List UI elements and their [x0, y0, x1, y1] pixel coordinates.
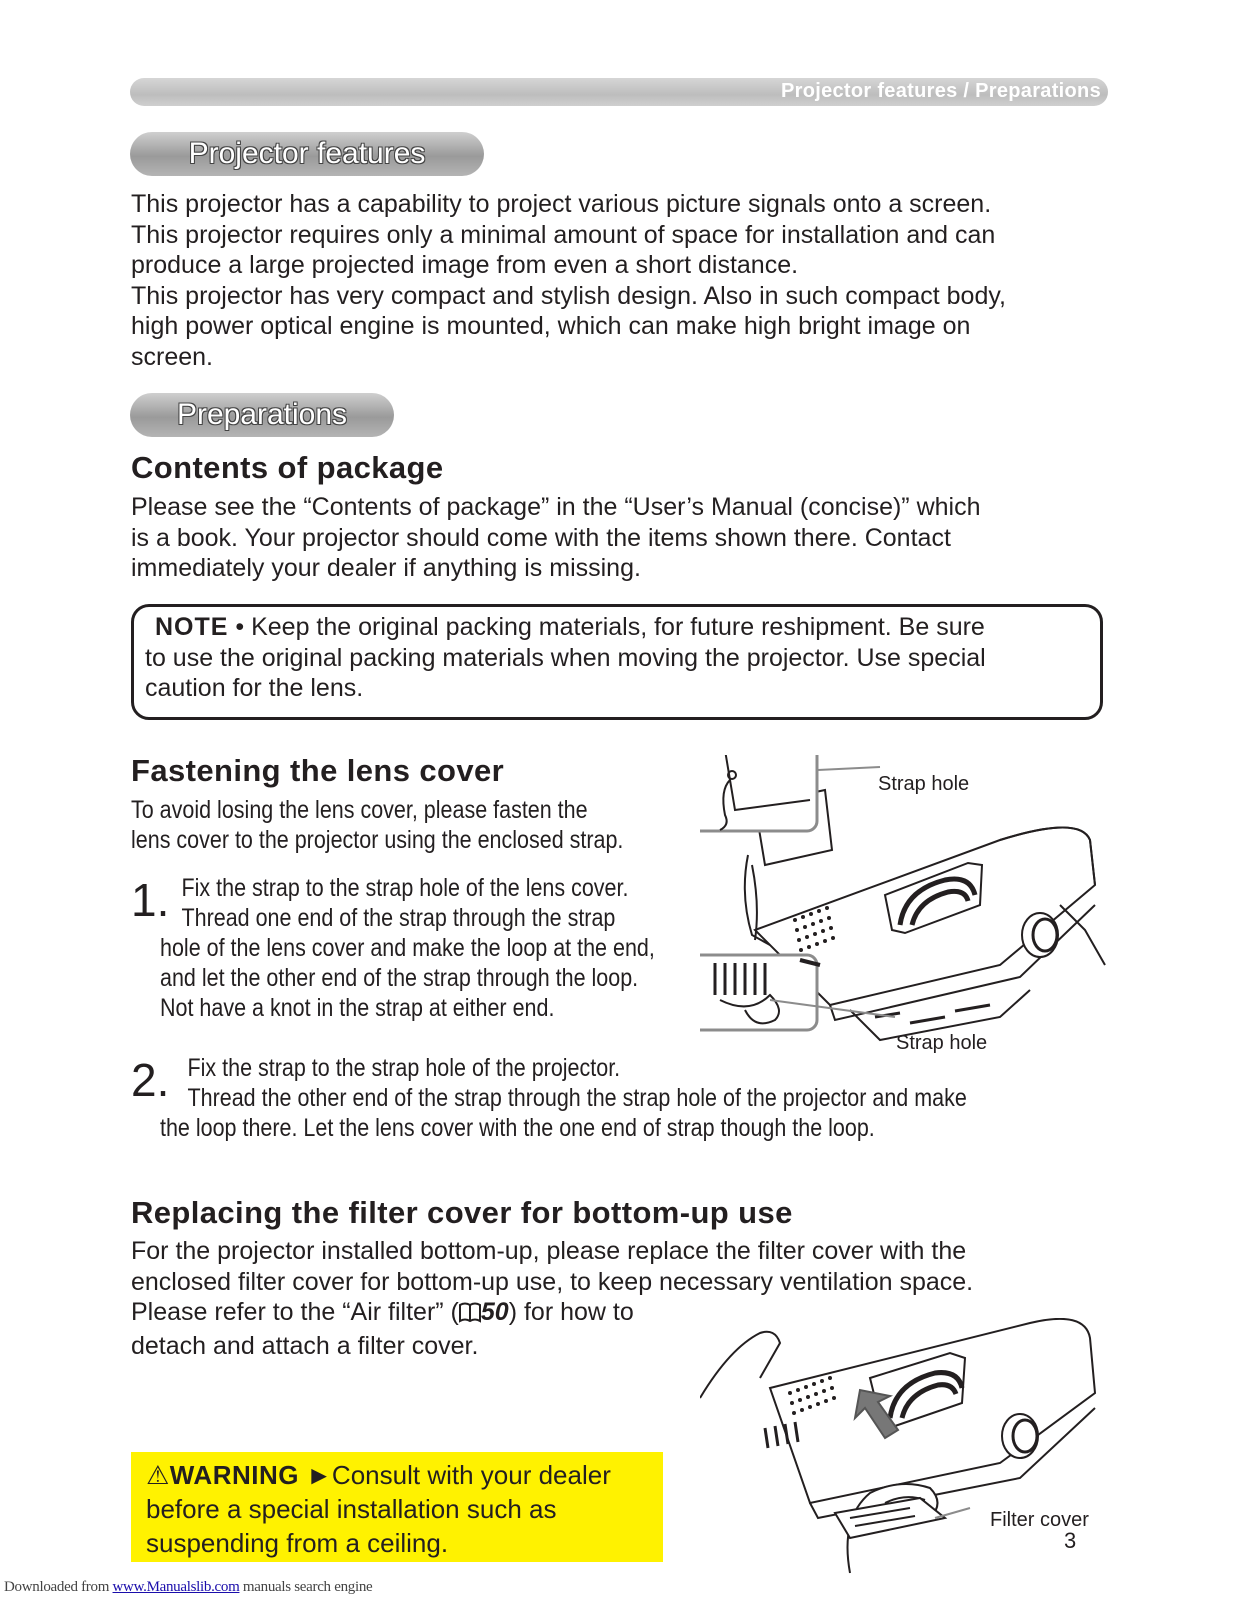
text-line: To avoid losing the lens cover, please fasten the — [131, 796, 588, 824]
heading-replacing-filter-cover: Replacing the filter cover for bottom-up use — [131, 1195, 793, 1230]
text-line: lens cover to the projector using the enclosed strap. — [131, 826, 624, 854]
text-line: This projector requires only a minimal amount of space for installation and can — [131, 220, 996, 249]
text-line: Please see the “Contents of package” in the “User’s Manual (concise)” which — [131, 493, 981, 521]
section-title-preparations: Preparations — [130, 393, 394, 437]
filter-cover-illustration — [700, 1318, 1120, 1588]
footer — [4, 1579, 372, 1596]
label-filter-cover: Filter cover — [990, 1509, 1089, 1531]
text-line: immediately your dealer if anything is missing. — [131, 554, 641, 582]
footer-suffix: manuals search engine — [239, 1579, 373, 1595]
text-line: Not have a knot in the strap at either end. — [160, 994, 555, 1022]
text-line: For the projector installed bottom-up, please replace the filter cover with the — [131, 1237, 967, 1265]
contents-paragraph — [131, 492, 1091, 584]
text-line: Thread the other end of the strap through the strap hole of the projector and make — [187, 1084, 967, 1112]
warning-text — [146, 1458, 656, 1560]
text-line: caution for the lens. — [145, 674, 364, 702]
text-line: the loop there. Let the lens cover with the one end of strap though the loop. — [160, 1114, 875, 1142]
ref-text: Please refer to the “Air filter” ( — [131, 1298, 459, 1326]
heading-fastening-lens-cover: Fastening the lens cover — [131, 753, 505, 788]
text-line: Thread one end of the strap through the strap — [181, 904, 616, 932]
lens-cover-intro — [131, 795, 623, 855]
text-line: before a special installation such as — [146, 1494, 557, 1524]
note-label: NOTE — [155, 613, 229, 641]
text-line: and let the other end of the strap through the loop. — [160, 964, 639, 992]
step-number-1: 1. — [131, 874, 170, 926]
text-line: screen. — [131, 342, 213, 371]
text-line: produce a large projected image from even a short distance. — [131, 251, 799, 279]
text-line: detach and attach a filter cover. — [131, 1331, 479, 1360]
text-line: Fix the strap to the strap hole of the lens cover. — [181, 874, 629, 902]
text-line: enclosed filter cover for bottom-up use, to keep necessary ventilation space. — [131, 1267, 974, 1296]
label-strap-hole-bottom: Strap hole — [896, 1032, 988, 1054]
warning-label: ⚠WARNING — [146, 1460, 299, 1490]
text-line: to use the original packing materials when moving the projector. Use special — [145, 643, 986, 672]
text-line: is a book. Your projector should come with the items shown there. Contact — [131, 523, 951, 552]
text-line: suspending from a ceiling. — [146, 1528, 449, 1558]
label-strap-hole-top: Strap hole — [878, 773, 970, 795]
section-title-projector-features: Projector features — [130, 132, 484, 176]
heading-contents-of-package: Contents of package — [131, 450, 444, 485]
text-line: • Keep the original packing materials, for future reshipment. Be sure — [235, 613, 985, 641]
breadcrumb: Projector features / Preparations — [780, 80, 1101, 102]
page-number: 3 — [1064, 1528, 1077, 1553]
footer-link[interactable]: www.Manualslib.com — [112, 1579, 240, 1595]
step-2-text — [160, 1053, 967, 1143]
text-line: Fix the strap to the strap hole of the projector. — [187, 1054, 621, 1082]
note-text — [145, 612, 1095, 704]
features-paragraph — [131, 189, 1131, 372]
ref-text: ) for how to — [508, 1298, 634, 1326]
text-line: ►Consult with your dealer — [306, 1460, 611, 1490]
step-number-2: 2. — [131, 1054, 170, 1106]
text-line: hole of the lens cover and make the loop at the end, — [160, 934, 655, 962]
text-line: This projector has very compact and stylish design. Also in such compact body, — [131, 281, 1006, 310]
step-1-text — [160, 873, 655, 1023]
book-icon — [459, 1300, 481, 1331]
page-reference-link[interactable]: 50 — [480, 1298, 509, 1326]
text-line: high power optical engine is mounted, which can make high bright image on — [131, 312, 971, 340]
lens-cover-strap-illustration — [700, 755, 1120, 1065]
text-line: This projector has a capability to project various picture signals onto a screen. — [131, 190, 992, 218]
footer-prefix: Downloaded from — [4, 1579, 113, 1595]
